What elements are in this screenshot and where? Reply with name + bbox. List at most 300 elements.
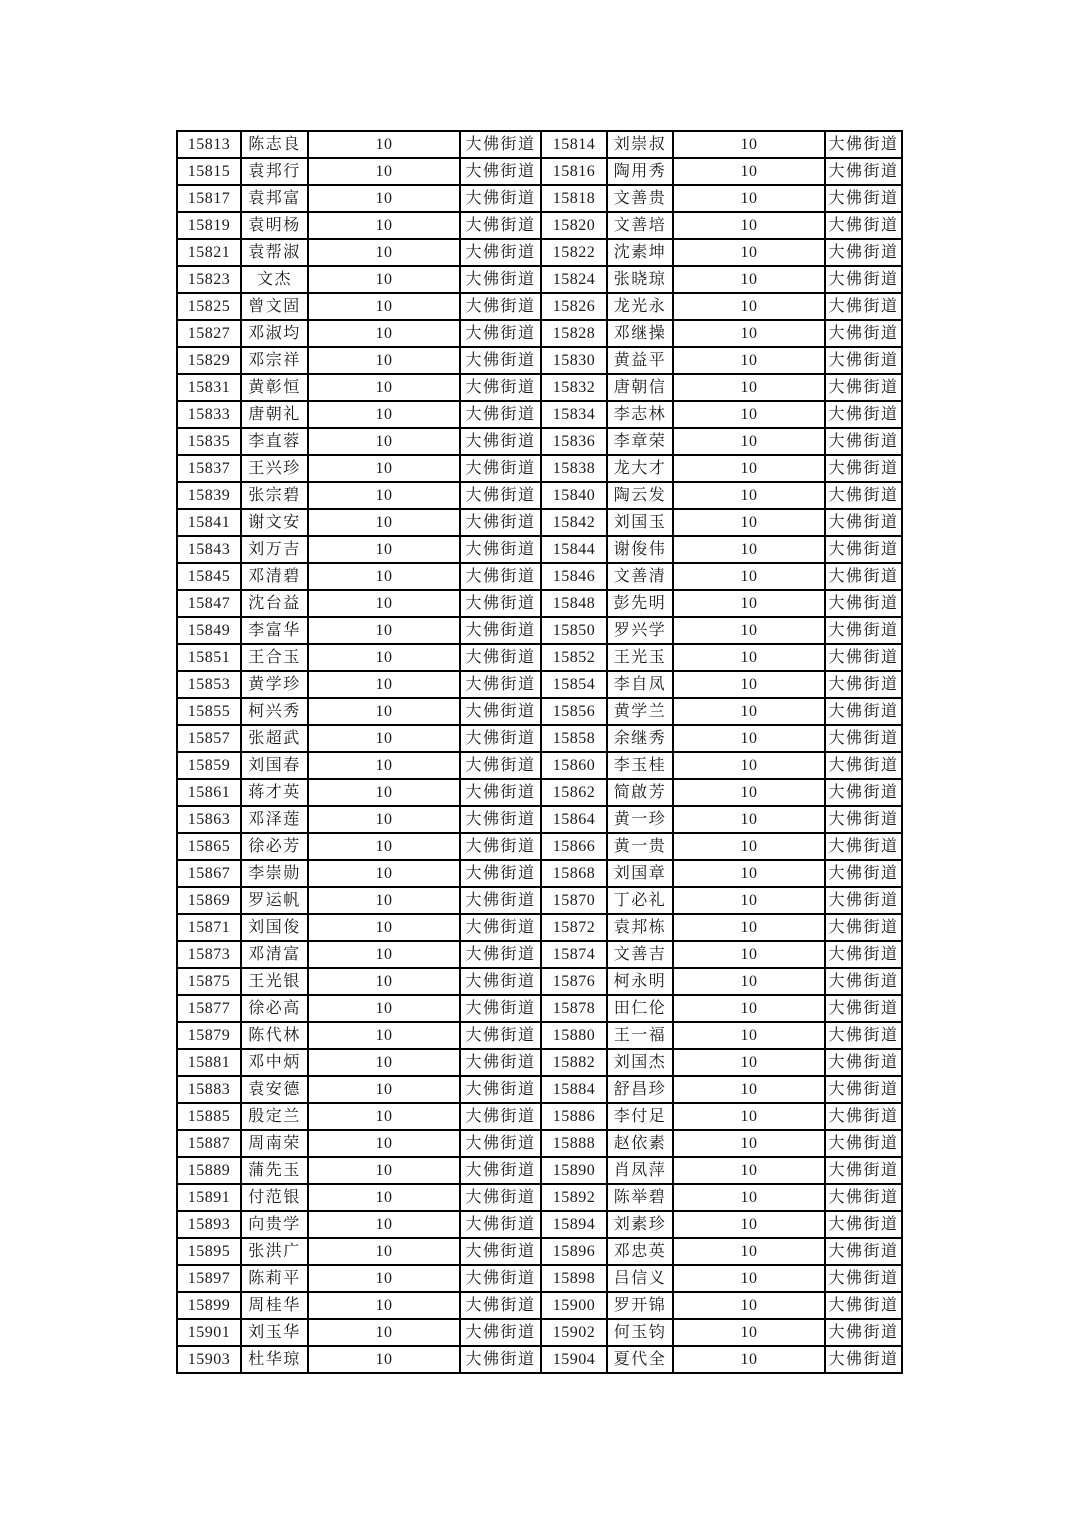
district-cell: 大佛街道 [460, 1130, 541, 1157]
district-cell: 大佛街道 [825, 1292, 902, 1319]
count-cell: 10 [673, 941, 825, 968]
table-row [177, 455, 902, 482]
name-cell: 罗兴学 [607, 617, 673, 644]
district-cell: 大佛街道 [825, 455, 902, 482]
name-cell: 文善清 [607, 563, 673, 590]
name-cell: 田仁伦 [607, 995, 673, 1022]
count-cell: 10 [673, 860, 825, 887]
count-cell: 10 [673, 266, 825, 293]
name-cell: 李章荣 [607, 428, 673, 455]
serial-number-cell: 15877 [177, 995, 241, 1022]
district-cell: 大佛街道 [460, 1292, 541, 1319]
count-cell: 10 [673, 887, 825, 914]
name-cell: 张超武 [241, 725, 308, 752]
name-cell: 邓淑均 [241, 320, 308, 347]
serial-number-cell: 15892 [541, 1184, 607, 1211]
serial-number-cell: 15857 [177, 725, 241, 752]
district-cell: 大佛街道 [460, 1103, 541, 1130]
name-cell: 谢俊伟 [607, 536, 673, 563]
name-cell: 陈莉平 [241, 1265, 308, 1292]
district-cell: 大佛街道 [460, 158, 541, 185]
serial-number-cell: 15891 [177, 1184, 241, 1211]
count-cell: 10 [673, 1184, 825, 1211]
serial-number-cell: 15890 [541, 1157, 607, 1184]
count-cell: 10 [673, 995, 825, 1022]
table-row [177, 1292, 902, 1319]
name-cell: 袁安德 [241, 1076, 308, 1103]
name-cell: 肖凤萍 [607, 1157, 673, 1184]
district-cell: 大佛街道 [460, 536, 541, 563]
count-cell: 10 [308, 212, 460, 239]
count-cell: 10 [308, 320, 460, 347]
table-row [177, 374, 902, 401]
count-cell: 10 [308, 563, 460, 590]
serial-number-cell: 15845 [177, 563, 241, 590]
district-cell: 大佛街道 [825, 644, 902, 671]
serial-number-cell: 15866 [541, 833, 607, 860]
name-cell: 柯永明 [607, 968, 673, 995]
table-row [177, 995, 902, 1022]
name-cell: 舒昌珍 [607, 1076, 673, 1103]
serial-number-cell: 15856 [541, 698, 607, 725]
serial-number-cell: 15848 [541, 590, 607, 617]
district-cell: 大佛街道 [460, 887, 541, 914]
count-cell: 10 [308, 887, 460, 914]
count-cell: 10 [308, 1022, 460, 1049]
count-cell: 10 [673, 563, 825, 590]
serial-number-cell: 15886 [541, 1103, 607, 1130]
name-cell: 邓中炳 [241, 1049, 308, 1076]
name-cell: 李玉桂 [607, 752, 673, 779]
district-cell: 大佛街道 [825, 833, 902, 860]
serial-number-cell: 15869 [177, 887, 241, 914]
district-cell: 大佛街道 [825, 725, 902, 752]
district-cell: 大佛街道 [825, 1130, 902, 1157]
serial-number-cell: 15898 [541, 1265, 607, 1292]
name-cell: 刘玉华 [241, 1319, 308, 1346]
serial-number-cell: 15842 [541, 509, 607, 536]
name-cell: 杜华琼 [241, 1346, 308, 1373]
district-cell: 大佛街道 [825, 536, 902, 563]
name-cell: 黄学珍 [241, 671, 308, 698]
name-cell: 刘国杰 [607, 1049, 673, 1076]
district-cell: 大佛街道 [460, 1076, 541, 1103]
count-cell: 10 [308, 590, 460, 617]
serial-number-cell: 15882 [541, 1049, 607, 1076]
district-cell: 大佛街道 [460, 239, 541, 266]
count-cell: 10 [308, 185, 460, 212]
name-cell: 李志林 [607, 401, 673, 428]
count-cell: 10 [308, 914, 460, 941]
district-cell: 大佛街道 [825, 860, 902, 887]
name-cell: 文杰 [241, 266, 308, 293]
name-cell: 曾文固 [241, 293, 308, 320]
serial-number-cell: 15863 [177, 806, 241, 833]
name-cell: 黄彰恒 [241, 374, 308, 401]
district-cell: 大佛街道 [825, 239, 902, 266]
count-cell: 10 [673, 725, 825, 752]
name-cell: 刘国玉 [607, 509, 673, 536]
name-cell: 刘国章 [607, 860, 673, 887]
district-cell: 大佛街道 [825, 347, 902, 374]
table-row [177, 536, 902, 563]
serial-number-cell: 15862 [541, 779, 607, 806]
count-cell: 10 [673, 158, 825, 185]
district-cell: 大佛街道 [460, 563, 541, 590]
table-row [177, 644, 902, 671]
name-cell: 彭先明 [607, 590, 673, 617]
count-cell: 10 [308, 455, 460, 482]
name-cell: 刘国春 [241, 752, 308, 779]
table-row [177, 833, 902, 860]
serial-number-cell: 15893 [177, 1211, 241, 1238]
count-cell: 10 [308, 509, 460, 536]
serial-number-cell: 15819 [177, 212, 241, 239]
table-row [177, 401, 902, 428]
name-cell: 余继秀 [607, 725, 673, 752]
count-cell: 10 [308, 1319, 460, 1346]
count-cell: 10 [673, 1292, 825, 1319]
district-cell: 大佛街道 [460, 185, 541, 212]
serial-number-cell: 15896 [541, 1238, 607, 1265]
table-row [177, 1319, 902, 1346]
district-cell: 大佛街道 [460, 482, 541, 509]
district-cell: 大佛街道 [460, 293, 541, 320]
district-cell: 大佛街道 [460, 428, 541, 455]
count-cell: 10 [673, 806, 825, 833]
table-row [177, 212, 902, 239]
district-cell: 大佛街道 [460, 725, 541, 752]
count-cell: 10 [673, 1076, 825, 1103]
count-cell: 10 [308, 293, 460, 320]
serial-number-cell: 15826 [541, 293, 607, 320]
serial-number-cell: 15883 [177, 1076, 241, 1103]
count-cell: 10 [308, 833, 460, 860]
district-cell: 大佛街道 [825, 617, 902, 644]
table-row [177, 860, 902, 887]
serial-number-cell: 15875 [177, 968, 241, 995]
district-cell: 大佛街道 [460, 1022, 541, 1049]
serial-number-cell: 15894 [541, 1211, 607, 1238]
serial-number-cell: 15825 [177, 293, 241, 320]
serial-number-cell: 15885 [177, 1103, 241, 1130]
name-cell: 柯兴秀 [241, 698, 308, 725]
name-cell: 周桂华 [241, 1292, 308, 1319]
count-cell: 10 [308, 536, 460, 563]
district-cell: 大佛街道 [460, 347, 541, 374]
name-cell: 袁邦富 [241, 185, 308, 212]
district-cell: 大佛街道 [825, 266, 902, 293]
district-cell: 大佛街道 [825, 374, 902, 401]
serial-number-cell: 15821 [177, 239, 241, 266]
serial-number-cell: 15815 [177, 158, 241, 185]
name-cell: 黄学兰 [607, 698, 673, 725]
name-cell: 唐朝礼 [241, 401, 308, 428]
serial-number-cell: 15902 [541, 1319, 607, 1346]
table-row [177, 482, 902, 509]
district-cell: 大佛街道 [460, 671, 541, 698]
name-cell: 蒋才英 [241, 779, 308, 806]
name-cell: 陶云发 [607, 482, 673, 509]
name-cell: 邓清富 [241, 941, 308, 968]
district-cell: 大佛街道 [460, 968, 541, 995]
roster-table [176, 130, 903, 1374]
table-row [177, 887, 902, 914]
table-row [177, 1103, 902, 1130]
district-cell: 大佛街道 [825, 1265, 902, 1292]
count-cell: 10 [673, 644, 825, 671]
name-cell: 王合玉 [241, 644, 308, 671]
table-row [177, 941, 902, 968]
table-row [177, 320, 902, 347]
count-cell: 10 [673, 779, 825, 806]
name-cell: 刘国俊 [241, 914, 308, 941]
district-cell: 大佛街道 [460, 1265, 541, 1292]
serial-number-cell: 15860 [541, 752, 607, 779]
district-cell: 大佛街道 [825, 320, 902, 347]
district-cell: 大佛街道 [460, 617, 541, 644]
name-cell: 殷定兰 [241, 1103, 308, 1130]
count-cell: 10 [673, 833, 825, 860]
name-cell: 邓忠英 [607, 1238, 673, 1265]
serial-number-cell: 15868 [541, 860, 607, 887]
name-cell: 谢文安 [241, 509, 308, 536]
serial-number-cell: 15841 [177, 509, 241, 536]
serial-number-cell: 15827 [177, 320, 241, 347]
district-cell: 大佛街道 [460, 644, 541, 671]
name-cell: 徐必高 [241, 995, 308, 1022]
name-cell: 李崇勋 [241, 860, 308, 887]
district-cell: 大佛街道 [460, 509, 541, 536]
table-row [177, 347, 902, 374]
count-cell: 10 [308, 1184, 460, 1211]
table-row [177, 563, 902, 590]
district-cell: 大佛街道 [825, 509, 902, 536]
name-cell: 蒲先玉 [241, 1157, 308, 1184]
serial-number-cell: 15872 [541, 914, 607, 941]
name-cell: 罗运帆 [241, 887, 308, 914]
count-cell: 10 [308, 131, 460, 158]
table-row [177, 428, 902, 455]
count-cell: 10 [308, 698, 460, 725]
count-cell: 10 [308, 1238, 460, 1265]
district-cell: 大佛街道 [460, 1319, 541, 1346]
table-row [177, 1049, 902, 1076]
name-cell: 袁邦栋 [607, 914, 673, 941]
district-cell: 大佛街道 [460, 131, 541, 158]
serial-number-cell: 15831 [177, 374, 241, 401]
table-row [177, 158, 902, 185]
name-cell: 何玉钧 [607, 1319, 673, 1346]
count-cell: 10 [673, 401, 825, 428]
name-cell: 陈志良 [241, 131, 308, 158]
count-cell: 10 [673, 1211, 825, 1238]
district-cell: 大佛街道 [825, 806, 902, 833]
district-cell: 大佛街道 [825, 1211, 902, 1238]
count-cell: 10 [673, 1022, 825, 1049]
count-cell: 10 [308, 752, 460, 779]
count-cell: 10 [673, 1238, 825, 1265]
serial-number-cell: 15878 [541, 995, 607, 1022]
district-cell: 大佛街道 [460, 266, 541, 293]
district-cell: 大佛街道 [460, 1184, 541, 1211]
serial-number-cell: 15817 [177, 185, 241, 212]
count-cell: 10 [673, 320, 825, 347]
count-cell: 10 [673, 1319, 825, 1346]
name-cell: 吕信义 [607, 1265, 673, 1292]
count-cell: 10 [308, 401, 460, 428]
name-cell: 李直蓉 [241, 428, 308, 455]
district-cell: 大佛街道 [460, 1238, 541, 1265]
serial-number-cell: 15873 [177, 941, 241, 968]
district-cell: 大佛街道 [825, 1076, 902, 1103]
name-cell: 李自凤 [607, 671, 673, 698]
count-cell: 10 [673, 239, 825, 266]
count-cell: 10 [308, 1103, 460, 1130]
serial-number-cell: 15876 [541, 968, 607, 995]
serial-number-cell: 15900 [541, 1292, 607, 1319]
serial-number-cell: 15881 [177, 1049, 241, 1076]
serial-number-cell: 15816 [541, 158, 607, 185]
district-cell: 大佛街道 [825, 131, 902, 158]
district-cell: 大佛街道 [825, 995, 902, 1022]
table-row [177, 239, 902, 266]
serial-number-cell: 15904 [541, 1346, 607, 1373]
serial-number-cell: 15864 [541, 806, 607, 833]
count-cell: 10 [673, 482, 825, 509]
district-cell: 大佛街道 [460, 806, 541, 833]
serial-number-cell: 15824 [541, 266, 607, 293]
name-cell: 陈举碧 [607, 1184, 673, 1211]
district-cell: 大佛街道 [825, 401, 902, 428]
district-cell: 大佛街道 [825, 1238, 902, 1265]
serial-number-cell: 15879 [177, 1022, 241, 1049]
count-cell: 10 [308, 1292, 460, 1319]
name-cell: 李富华 [241, 617, 308, 644]
serial-number-cell: 15901 [177, 1319, 241, 1346]
name-cell: 陈代林 [241, 1022, 308, 1049]
district-cell: 大佛街道 [460, 914, 541, 941]
name-cell: 张宗碧 [241, 482, 308, 509]
name-cell: 向贵学 [241, 1211, 308, 1238]
name-cell: 沈素坤 [607, 239, 673, 266]
count-cell: 10 [308, 1157, 460, 1184]
count-cell: 10 [673, 185, 825, 212]
count-cell: 10 [308, 806, 460, 833]
count-cell: 10 [673, 428, 825, 455]
name-cell: 张洪广 [241, 1238, 308, 1265]
count-cell: 10 [673, 671, 825, 698]
count-cell: 10 [673, 1130, 825, 1157]
serial-number-cell: 15874 [541, 941, 607, 968]
serial-number-cell: 15823 [177, 266, 241, 293]
count-cell: 10 [308, 779, 460, 806]
district-cell: 大佛街道 [460, 1049, 541, 1076]
serial-number-cell: 15887 [177, 1130, 241, 1157]
count-cell: 10 [673, 293, 825, 320]
district-cell: 大佛街道 [825, 1049, 902, 1076]
table-row [177, 131, 902, 158]
name-cell: 陶用秀 [607, 158, 673, 185]
name-cell: 刘崇叔 [607, 131, 673, 158]
name-cell: 王兴珍 [241, 455, 308, 482]
table-row [177, 266, 902, 293]
name-cell: 黄益平 [607, 347, 673, 374]
count-cell: 10 [673, 1157, 825, 1184]
serial-number-cell: 15861 [177, 779, 241, 806]
name-cell: 沈台益 [241, 590, 308, 617]
serial-number-cell: 15855 [177, 698, 241, 725]
name-cell: 付范银 [241, 1184, 308, 1211]
serial-number-cell: 15844 [541, 536, 607, 563]
district-cell: 大佛街道 [460, 212, 541, 239]
count-cell: 10 [308, 266, 460, 293]
district-cell: 大佛街道 [460, 590, 541, 617]
district-cell: 大佛街道 [825, 1319, 902, 1346]
serial-number-cell: 15830 [541, 347, 607, 374]
serial-number-cell: 15889 [177, 1157, 241, 1184]
table-row [177, 806, 902, 833]
serial-number-cell: 15853 [177, 671, 241, 698]
district-cell: 大佛街道 [460, 941, 541, 968]
name-cell: 丁必礼 [607, 887, 673, 914]
count-cell: 10 [308, 1211, 460, 1238]
district-cell: 大佛街道 [460, 1346, 541, 1373]
table-row [177, 1238, 902, 1265]
district-cell: 大佛街道 [460, 1157, 541, 1184]
name-cell: 简啟芳 [607, 779, 673, 806]
name-cell: 刘万吉 [241, 536, 308, 563]
district-cell: 大佛街道 [460, 833, 541, 860]
name-cell: 徐必芳 [241, 833, 308, 860]
count-cell: 10 [308, 158, 460, 185]
district-cell: 大佛街道 [825, 590, 902, 617]
district-cell: 大佛街道 [825, 779, 902, 806]
table-row [177, 698, 902, 725]
name-cell: 夏代全 [607, 1346, 673, 1373]
count-cell: 10 [308, 239, 460, 266]
name-cell: 文善贵 [607, 185, 673, 212]
count-cell: 10 [673, 374, 825, 401]
name-cell: 赵依素 [607, 1130, 673, 1157]
serial-number-cell: 15835 [177, 428, 241, 455]
district-cell: 大佛街道 [460, 752, 541, 779]
serial-number-cell: 15834 [541, 401, 607, 428]
serial-number-cell: 15867 [177, 860, 241, 887]
count-cell: 10 [673, 347, 825, 374]
district-cell: 大佛街道 [825, 1346, 902, 1373]
serial-number-cell: 15850 [541, 617, 607, 644]
count-cell: 10 [673, 590, 825, 617]
district-cell: 大佛街道 [825, 158, 902, 185]
name-cell: 袁明杨 [241, 212, 308, 239]
count-cell: 10 [308, 725, 460, 752]
district-cell: 大佛街道 [825, 671, 902, 698]
name-cell: 周南荣 [241, 1130, 308, 1157]
count-cell: 10 [308, 1265, 460, 1292]
count-cell: 10 [308, 968, 460, 995]
district-cell: 大佛街道 [460, 1211, 541, 1238]
table-row [177, 1265, 902, 1292]
count-cell: 10 [308, 1130, 460, 1157]
name-cell: 王光玉 [607, 644, 673, 671]
table-row [177, 590, 902, 617]
serial-number-cell: 15846 [541, 563, 607, 590]
count-cell: 10 [308, 428, 460, 455]
serial-number-cell: 15895 [177, 1238, 241, 1265]
name-cell: 龙光永 [607, 293, 673, 320]
table-row [177, 293, 902, 320]
